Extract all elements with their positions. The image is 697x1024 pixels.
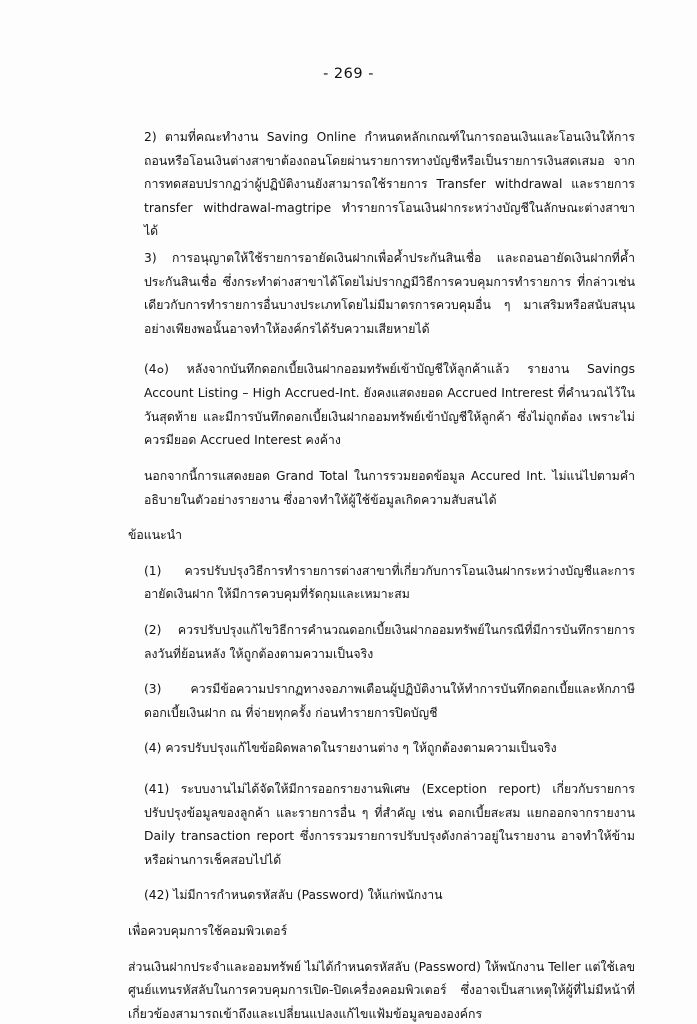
paragraph-recommendation-1: (1) ควรปรับปรุงวิธีการทำรายการต่างสาขาที่เกี่ยวกับการโอนเงินฝากระหว่างบัญชีและการอายัดเงินฝาก ให้มีการควบคุมที่รัดกุมและเหมาะสม bbox=[144, 563, 635, 602]
paragraph-item-40: (4๐) หลังจากบันทึกดอกเบี้ยเงินฝากออมทรัพย์เข้าบัญชีให้ลูกค้าแล้ว รายงาน Savings Account Listing – High Accrued-Int. ยังคงแสดงยอด Accrued Intrerest ที่คำนวณไว้ในวันสุดท้าย และมีการบันทึกดอกเบี้ยเงินฝากออมทรัพย์เข้าบัญชีให้ลูกค้า ซึ่งไม่ถูกต้อง เพราะไม่ควรมียอด Accrued Interest คงค้าง bbox=[144, 362, 635, 448]
page-number: - 269 - bbox=[323, 66, 374, 82]
paragraph-purpose: เพื่อควบคุมการใช้คอมพิวเตอร์ bbox=[128, 924, 288, 939]
paragraph-grand-total: นอกจากนี้การแสดงยอด Grand Total ในการรวมยอดข้อมูล Accured Int. ไม่แน่ไปตามคำอธิบายในตัวอย่างรายงาน ซึ่งอาจทำให้ผู้ใช้ข้อมูลเกิดความสับสนได้ bbox=[144, 468, 635, 507]
paragraph-recommendation-4: (4) ควรปรับปรุงแก้ไขข้อผิดพลาดในรายงานต่าง ๆ ให้ถูกต้องตามความเป็นจริง bbox=[144, 741, 557, 756]
paragraph-recommendation-3: (3) ควรมีข้อความปรากฏทางจอภาพเตือนผู้ปฏิบัติงานให้ทำการบันทึกดอกเบี้ยและหักภาษีดอกเบี้ยเงินฝาก ณ ที่จ่ายทุกครั้ง ก่อนทำรายการปิดบัญชี bbox=[144, 682, 635, 720]
paragraph-item-3: 3) การอนุญาตให้ใช้รายการอายัดเงินฝากเพื่อค้ำประกันสินเชื่อ และถอนอายัดเงินฝากที่ค้ำประกันสินเชื่อ ซึ่งกระทำต่างสาขาได้โดยไม่ปรากฏมีวิธีการควบคุมการทำรายการ ที่กล่าวเช่นเดียวกับการทำรายการอื่นบางประเภทโดยไม่มีมาตรการควบคุมอื่น ๆ มาเสริมหรือสนับสนุนอย่างเพียงพอนั้นอาจทำให้องค์กรได้รับความเสียหายได้ bbox=[144, 251, 635, 336]
paragraph-teller-password: ส่วนเงินฝากประจำและออมทรัพย์ ไม่ได้กำหนดรหัสลับ (Password) ให้พนักงาน Teller แต่ใช้เลขศูนย์แทนรหัสลับในการควบคุมการเปิด-ปิดเครื่องคอมพิวเตอร์ ซึ่งอาจเป็นสาเหตุให้ผู้ที่ไม่มีหน้าที่เกี่ยวข้องสามารถเข้าถึงและเปลี่ยนแปลงแก้ไขแฟ้มข้อมูลขององค์กร bbox=[128, 959, 635, 1021]
paragraph-item-2: 2) ตามที่คณะทำงาน Saving Online กำหนดหลักเกณฑ์ในการถอนเงินและโอนเงินให้การถอนหรือโอนเงินต่างสาขาต้องถอนโดยผ่านรายการทางบัญชีหรือเป็นรายการเงินสดเสมอ จากการทดสอบปรากฏว่าผู้ปฏิบัติงานยังสามารถใช้รายการ Transfer withdrawal และรายการ transfer withdrawal-magtripe ทำรายการโอนเงินฝากระหว่างบัญชีในลักษณะต่างสาขาได้ bbox=[144, 130, 635, 239]
heading-suggestions: ข้อแนะนำ bbox=[128, 528, 183, 543]
paragraph-item-42: (42) ไม่มีการกำหนดรหัสลับ (Password) ให้แก่พนักงาน bbox=[144, 888, 443, 903]
paragraph-recommendation-2: (2) ควรปรับปรุงแก้ไขวิธีการคำนวณดอกเบี้ยเงินฝากออมทรัพย์ในกรณีที่มีการบันทึกรายการลงวันที่ย้อนหลัง ให้ถูกต้องตามความเป็นจริง bbox=[144, 622, 635, 661]
paragraph-item-41: (41) ระบบงานไม่ได้จัดให้มีการออกรายงานพิเศษ (Exception report) เกี่ยวกับรายการปรับปรุงข้อมูลของลูกค้า และรายการอื่น ๆ ที่สำคัญ เช่น ดอกเบี้ยสะสม แยกออกจากรายงาน Daily transaction report ซึ่งการรวมรายการปรับปรุงดังกล่าวอยู่ในรายงาน อาจทำให้ข้ามหรือผ่านการเช็คสอบไปได้ bbox=[144, 782, 635, 867]
document-body bbox=[62, 126, 635, 1024]
